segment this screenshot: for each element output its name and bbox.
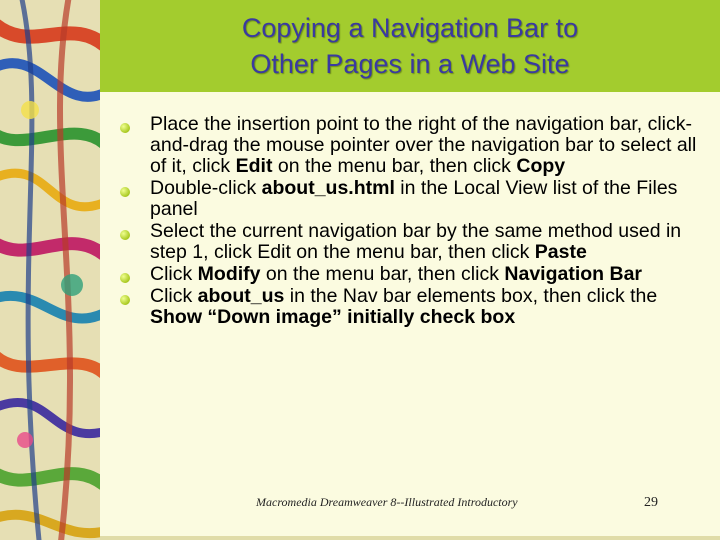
bullet-text: on the menu bar, then click xyxy=(272,155,517,177)
bullet-bold-text: Show “Down image” initially check box xyxy=(150,306,516,328)
bullet-bold-text: about_us xyxy=(197,285,285,307)
slide-title-line-2: Other Pages in a Web Site xyxy=(250,49,570,79)
bullet-item xyxy=(118,221,708,263)
slide-title-line-1: Copying a Navigation Bar to xyxy=(241,13,579,43)
footer-text: Macromedia Dreamweaver 8--Illustrated Introductory xyxy=(256,495,518,509)
page-number: 29 xyxy=(644,495,658,510)
bullet-text: in the Local View list of the Files panel xyxy=(150,177,678,220)
slide-title xyxy=(242,10,578,82)
bullet-bold-text: Modify xyxy=(197,263,261,285)
bullet-icon xyxy=(120,123,130,133)
bullet-item xyxy=(118,114,708,177)
bullet-bold-text: about_us.html xyxy=(261,177,395,199)
bullet-icon xyxy=(120,187,130,197)
bullet-item xyxy=(118,264,708,285)
bullet-item xyxy=(118,178,708,220)
bullet-icon xyxy=(120,230,130,240)
bullet-text: Click xyxy=(150,263,198,285)
decorative-art-strip xyxy=(0,0,100,540)
bullet-icon xyxy=(120,273,130,283)
bullet-item xyxy=(118,286,708,328)
bullet-text: Click xyxy=(150,285,198,307)
bullet-bold-text: Copy xyxy=(516,155,566,177)
bullet-list xyxy=(118,114,708,329)
abstract-painting-image xyxy=(0,0,100,540)
footer-rule xyxy=(100,536,720,540)
bullet-bold-text: Navigation Bar xyxy=(504,263,643,285)
bullet-bold-text: Edit xyxy=(235,155,273,177)
bullet-text: Place the insertion point to the right of the navigation bar, click-and-drag the mouse pointer over the navigation bar to select all of it, click xyxy=(150,113,697,177)
title-bar xyxy=(100,0,720,92)
bullet-text: in the Nav bar elements box, then click the xyxy=(284,285,658,307)
bullet-text: Double-click xyxy=(150,177,262,199)
bullet-bold-text: Paste xyxy=(534,241,587,263)
bullet-text: Select the current navigation bar by the same method used in step 1, click Edit on the menu bar, then click xyxy=(150,220,682,263)
bullet-icon xyxy=(120,295,130,305)
bullet-text: on the menu bar, then click xyxy=(260,263,505,285)
